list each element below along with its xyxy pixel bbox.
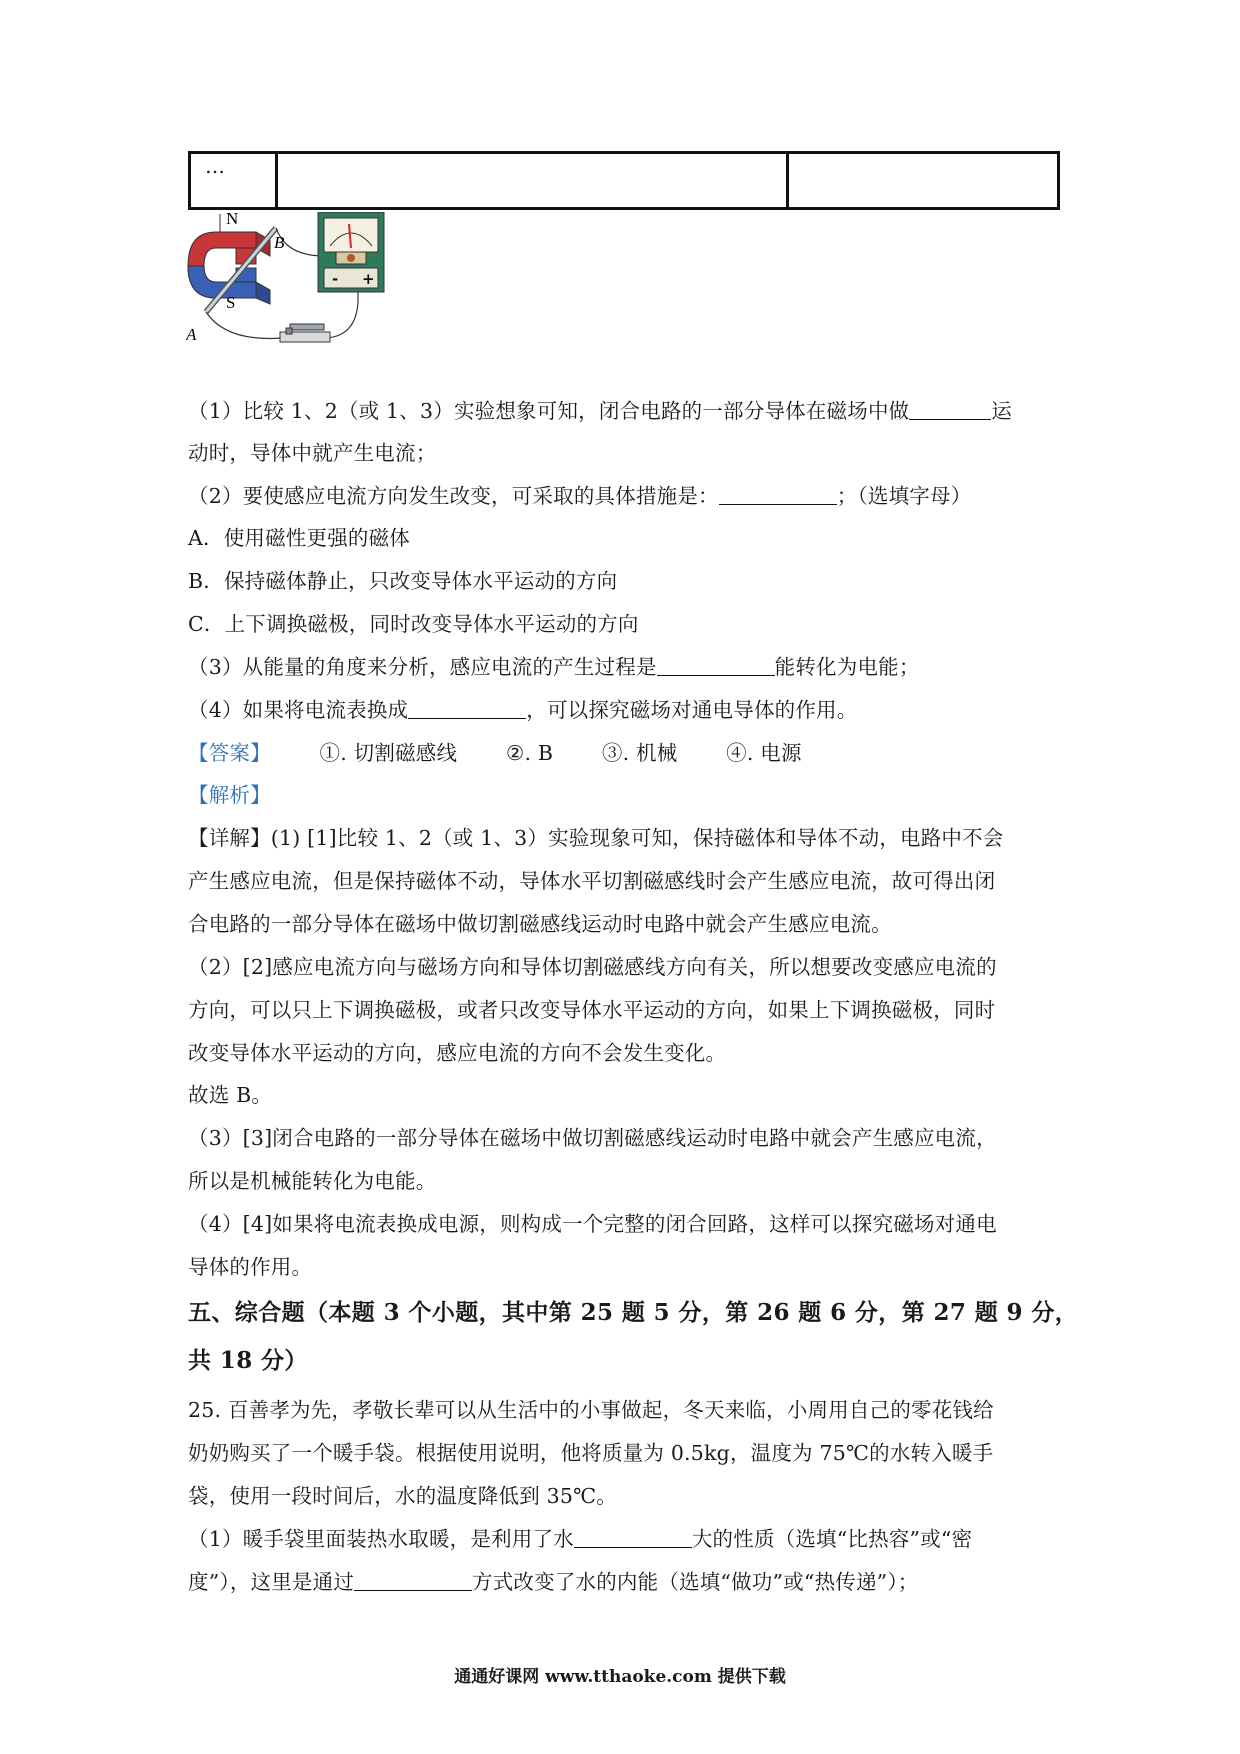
answer-1: ①. 切割磁感线 xyxy=(319,741,458,765)
label-a: A xyxy=(186,325,197,344)
label-n: N xyxy=(226,212,239,228)
q3-blank xyxy=(657,655,775,676)
q2-option-a: A．使用磁性更强的磁体 xyxy=(188,526,411,550)
page-footer: 通通好课网 www.tthaoke.com 提供下载 xyxy=(454,1667,786,1687)
q2-line: （2）要使感应电流方向发生改变，可采取的具体措施是： ；（选填字母） xyxy=(188,484,972,508)
q4-blank xyxy=(408,698,526,719)
table-cell-middle xyxy=(277,153,788,209)
section-5-heading-line-1: 五、综合题（本题 3 个小题，其中第 25 题 5 分，第 26 题 6 分，第 27 题 9 分， xyxy=(188,1299,1079,1326)
q2-blank xyxy=(719,484,837,505)
q2-option-b: B．保持磁体静止，只改变导体水平运动的方向 xyxy=(188,569,618,593)
detail-line-11: 导体的作用。 xyxy=(188,1255,313,1279)
section-5-heading-line-2: 共 18 分） xyxy=(188,1347,308,1374)
detail-line-9: 所以是机械能转化为电能。 xyxy=(188,1169,437,1193)
analysis-label: 【解析】 xyxy=(188,783,271,807)
q25-line-3: 袋，使用一段时间后，水的温度降低到 35℃。 xyxy=(188,1484,617,1508)
meter-minus-label: - xyxy=(332,270,339,288)
detail-line-10: （4）[4]如果将电流表换成电源，则构成一个完整的闭合回路，这样可以探究磁场对通电 xyxy=(188,1212,997,1236)
label-b: B xyxy=(274,233,285,252)
q1-blank xyxy=(909,399,991,420)
label-s: S xyxy=(226,293,236,312)
detail-line-4: （2）[2]感应电流方向与磁场方向和导体切割磁感线方向有关，所以想要改变感应电流的 xyxy=(188,955,997,979)
detail-line-7: 故选 B。 xyxy=(188,1083,273,1107)
detail-line-8: （3）[3]闭合电路的一部分导体在磁场中做切割磁感线运动时电路中就会产生感应电流， xyxy=(188,1126,997,1150)
answer-2: ②. B xyxy=(505,741,554,765)
q4-line: （4）如果将电流表换成 ，可以探究磁场对通电导体的作用。 xyxy=(188,698,858,722)
answer-3: ③. 机械 xyxy=(601,741,678,765)
galvanometer-icon xyxy=(318,212,384,292)
detail-line-6: 改变导体水平运动的方向，感应电流的方向不会发生变化。 xyxy=(188,1041,727,1065)
meter-plus-label: + xyxy=(362,270,375,288)
table-cell-right xyxy=(788,153,1059,209)
answer-4: ④. 电源 xyxy=(726,741,802,765)
q25-part1-line-2: 度”），这里是通过 方式改变了水的内能（选填“做功”或“热传递”）； xyxy=(188,1570,919,1594)
q1-line2: 动时，导体中就产生电流； xyxy=(188,441,437,465)
detail-line-2: 产生感应电流，但是保持磁体不动，导体水平切割磁感线时会产生感应电流，故可得出闭 xyxy=(188,869,996,893)
q25-part1-line-1: （1）暖手袋里面装热水取暖，是利用了水 大的性质（选填“比热容”或“密 xyxy=(188,1527,973,1551)
detail-line-5: 方向，可以只上下调换磁极，或者只改变导体水平运动的方向，如果上下调换磁极，同时 xyxy=(188,998,996,1022)
switch-icon xyxy=(280,324,330,342)
detail-line-1: 【详解】(1) [1]比较 1、2（或 1、3）实验现象可知，保持磁体和导体不动，电路中不会 xyxy=(188,826,1004,850)
q25-line-1: 25. 百善孝为先，孝敬长辈可以从生活中的小事做起，冬天来临，小周用自己的零花钱给 xyxy=(188,1398,994,1422)
q2-option-c: C．上下调换磁极，同时改变导体水平运动的方向 xyxy=(188,612,639,636)
answer-line xyxy=(188,738,802,768)
q25-blank-1 xyxy=(574,1527,692,1548)
data-table-fragment xyxy=(188,151,1060,210)
q25-line-2: 奶奶购买了一个暖手袋。根据使用说明，他将质量为 0.5kg，温度为 75℃的水转入暖手 xyxy=(188,1441,994,1465)
detail-line-3: 合电路的一部分导体在磁场中做切割磁感线运动时电路中就会产生感应电流。 xyxy=(188,912,892,936)
table-cell-ellipsis: … xyxy=(190,153,277,209)
q1-line1: （1）比较 1、2（或 1、3）实验想象可知，闭合电路的一部分导体在磁场中做 运 xyxy=(188,399,1013,423)
electromagnetic-induction-apparatus xyxy=(186,212,426,384)
q25-blank-2 xyxy=(354,1570,472,1591)
q3-line: （3）从能量的角度来分析，感应电流的产生过程是 能转化为电能； xyxy=(188,655,920,679)
answer-label: 【答案】 xyxy=(188,741,271,765)
